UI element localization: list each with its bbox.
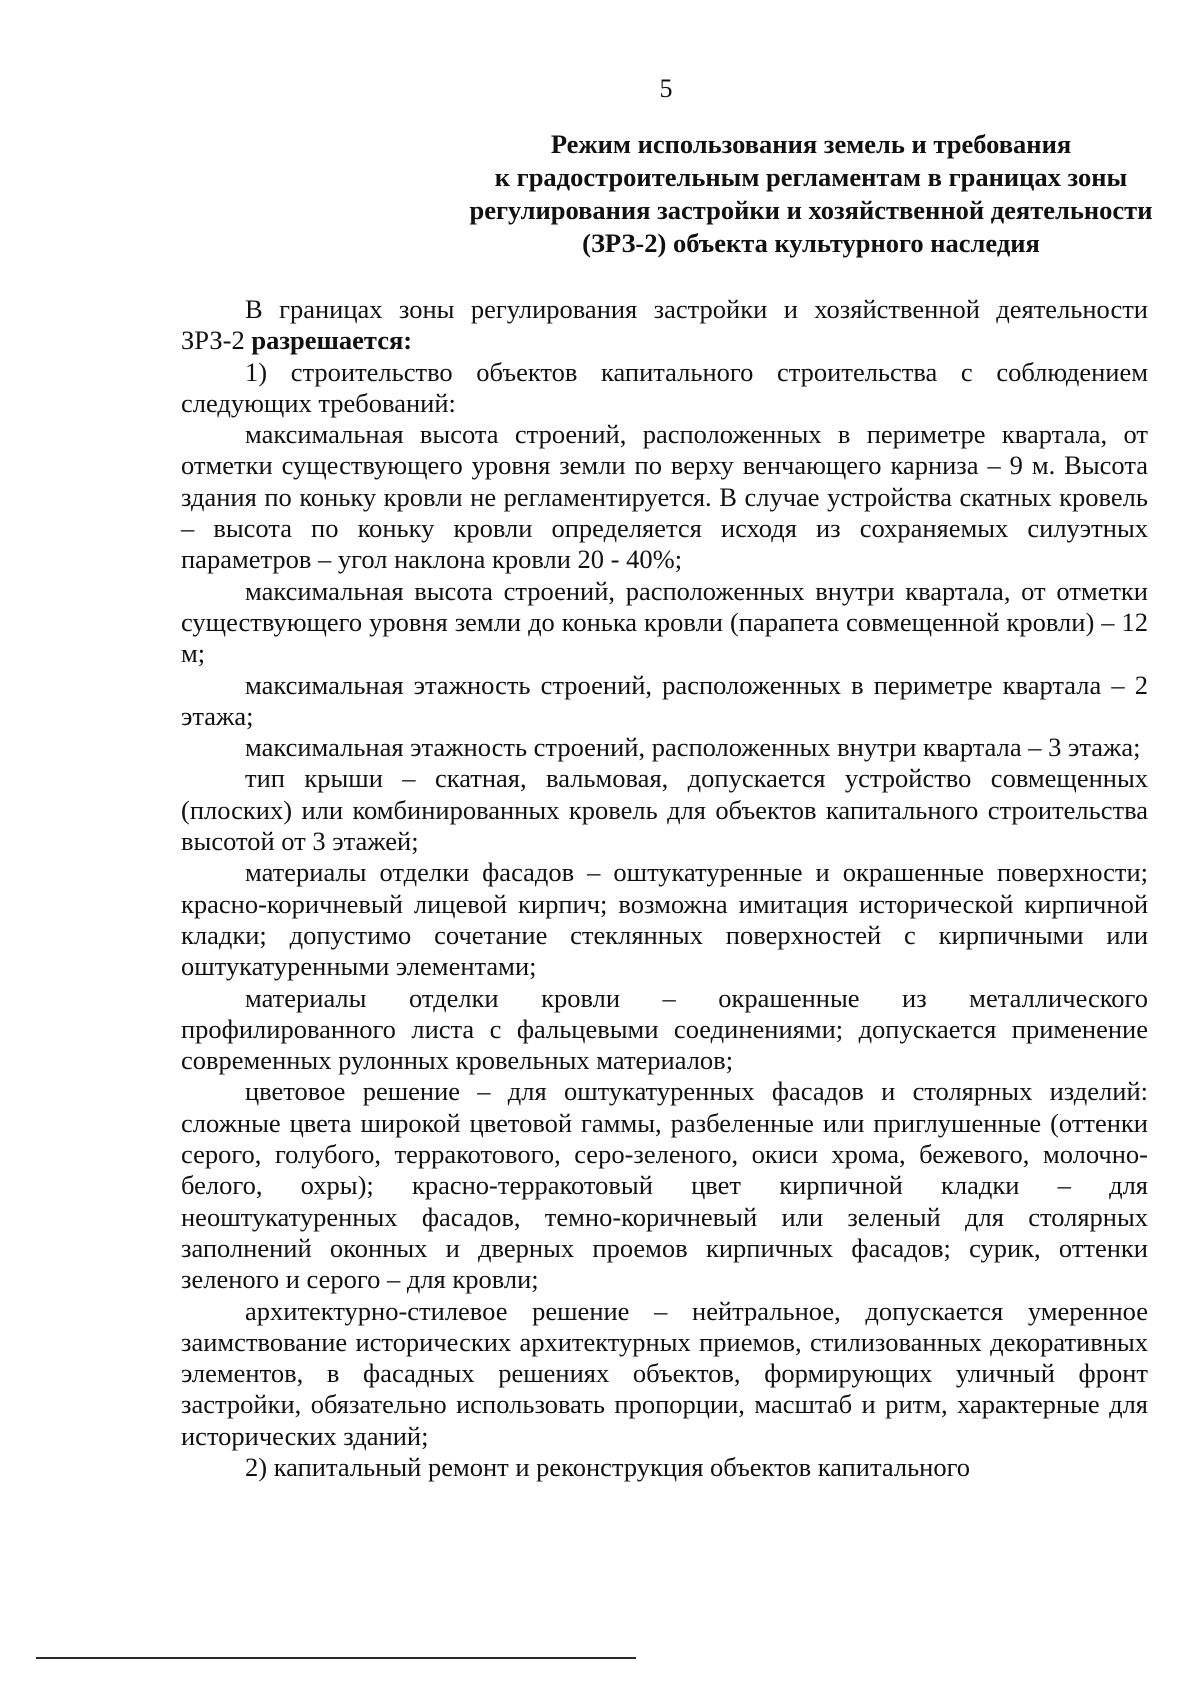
paragraph: 1) строительство объектов капитального строительства с соблюдением следующих требований: <box>181 356 1148 418</box>
paragraph: 2) капитальный ремонт и реконструкция объектов капитального <box>245 1451 971 1482</box>
heading-line: регулирования застройки и хозяйственной деятельности <box>469 195 1153 225</box>
intro-bold-text: разрешается: <box>251 325 413 356</box>
paragraph: максимальная высота строений, расположенных внутри квартала, от отметки существующего уровня земли до конька кровли (парапета совмещенной кровли) – 12 м; <box>181 575 1148 669</box>
paragraph: тип крыши – скатная, вальмовая, допускается устройство совмещенных (плоских) или комбинированных кровель для объектов капитального строительства высотой от 3 этажей; <box>181 763 1148 857</box>
paragraph: материалы отделки фасадов – оштукатуренные и окрашенные поверхности; красно-коричневый лицевой кирпич; возможна имитация исторической кирпичной кладки; допустимо сочетание стеклянных поверхностей с кирпичными или оштукатуренными элементами; <box>181 857 1148 982</box>
paragraph: максимальная высота строений, расположенных в периметре квартала, от отметки существующего уровня земли по верху венчающего карниза – 9 м. Высота здания по коньку кровли не регламентируется. В случае устройства скатных кровель – высота по коньку кровли определяется исходя из сохраняемых силуэтных параметров – угол наклона кровли 20 - 40%; <box>181 419 1148 575</box>
page-number: 5 <box>659 74 673 103</box>
intro-paragraph <box>181 294 1148 357</box>
heading-line: к градостроительным регламентам в границах зоны <box>494 162 1128 192</box>
heading-line: Режим использования земель и требования <box>550 129 1072 159</box>
body-text <box>181 294 1148 1483</box>
paragraph: максимальная этажность строений, расположенных внутри квартала – 3 этажа; <box>245 732 1141 763</box>
intro-text: В границах зоны регулирования застройки и хозяйственной деятельности ЗРЗ-2 <box>181 294 1148 356</box>
section-heading <box>290 128 1200 260</box>
paragraph: цветовое решение – для оштукатуренных фасадов и столярных изделий: сложные цвета широкой цветовой гаммы, разбеленные или приглушенные (оттенки серого, голубого, терракотового, серо-зеленого, окиси хрома, бежевого, молочно-белого, охры); красно-терракотовый цвет кирпичной кладки – для неоштукатуренных фасадов, темно-коричневый или зеленый для столярных заполнений оконных и дверных проемов кирпичных фасадов; сурик, оттенки зеленого и серого – для кровли; <box>181 1076 1148 1295</box>
paragraph: максимальная этажность строений, расположенных в периметре квартала – 2 этажа; <box>181 669 1148 731</box>
heading-line: (ЗРЗ-2) объекта культурного наследия <box>582 228 1040 258</box>
paragraph: архитектурно-стилевое решение – нейтральное, допускается умеренное заимствование исторических архитектурных приемов, стилизованных декоративных элементов, в фасадных решениях объектов, формирующих уличный фронт застройки, обязательно использовать пропорции, масштаб и ритм, характерные для исторических зданий; <box>181 1295 1148 1451</box>
paragraph: материалы отделки кровли – окрашенные из металлического профилированного листа с фальцевыми соединениями; допускается применение современных рулонных кровельных материалов; <box>181 982 1148 1076</box>
footer-divider <box>36 1657 636 1659</box>
